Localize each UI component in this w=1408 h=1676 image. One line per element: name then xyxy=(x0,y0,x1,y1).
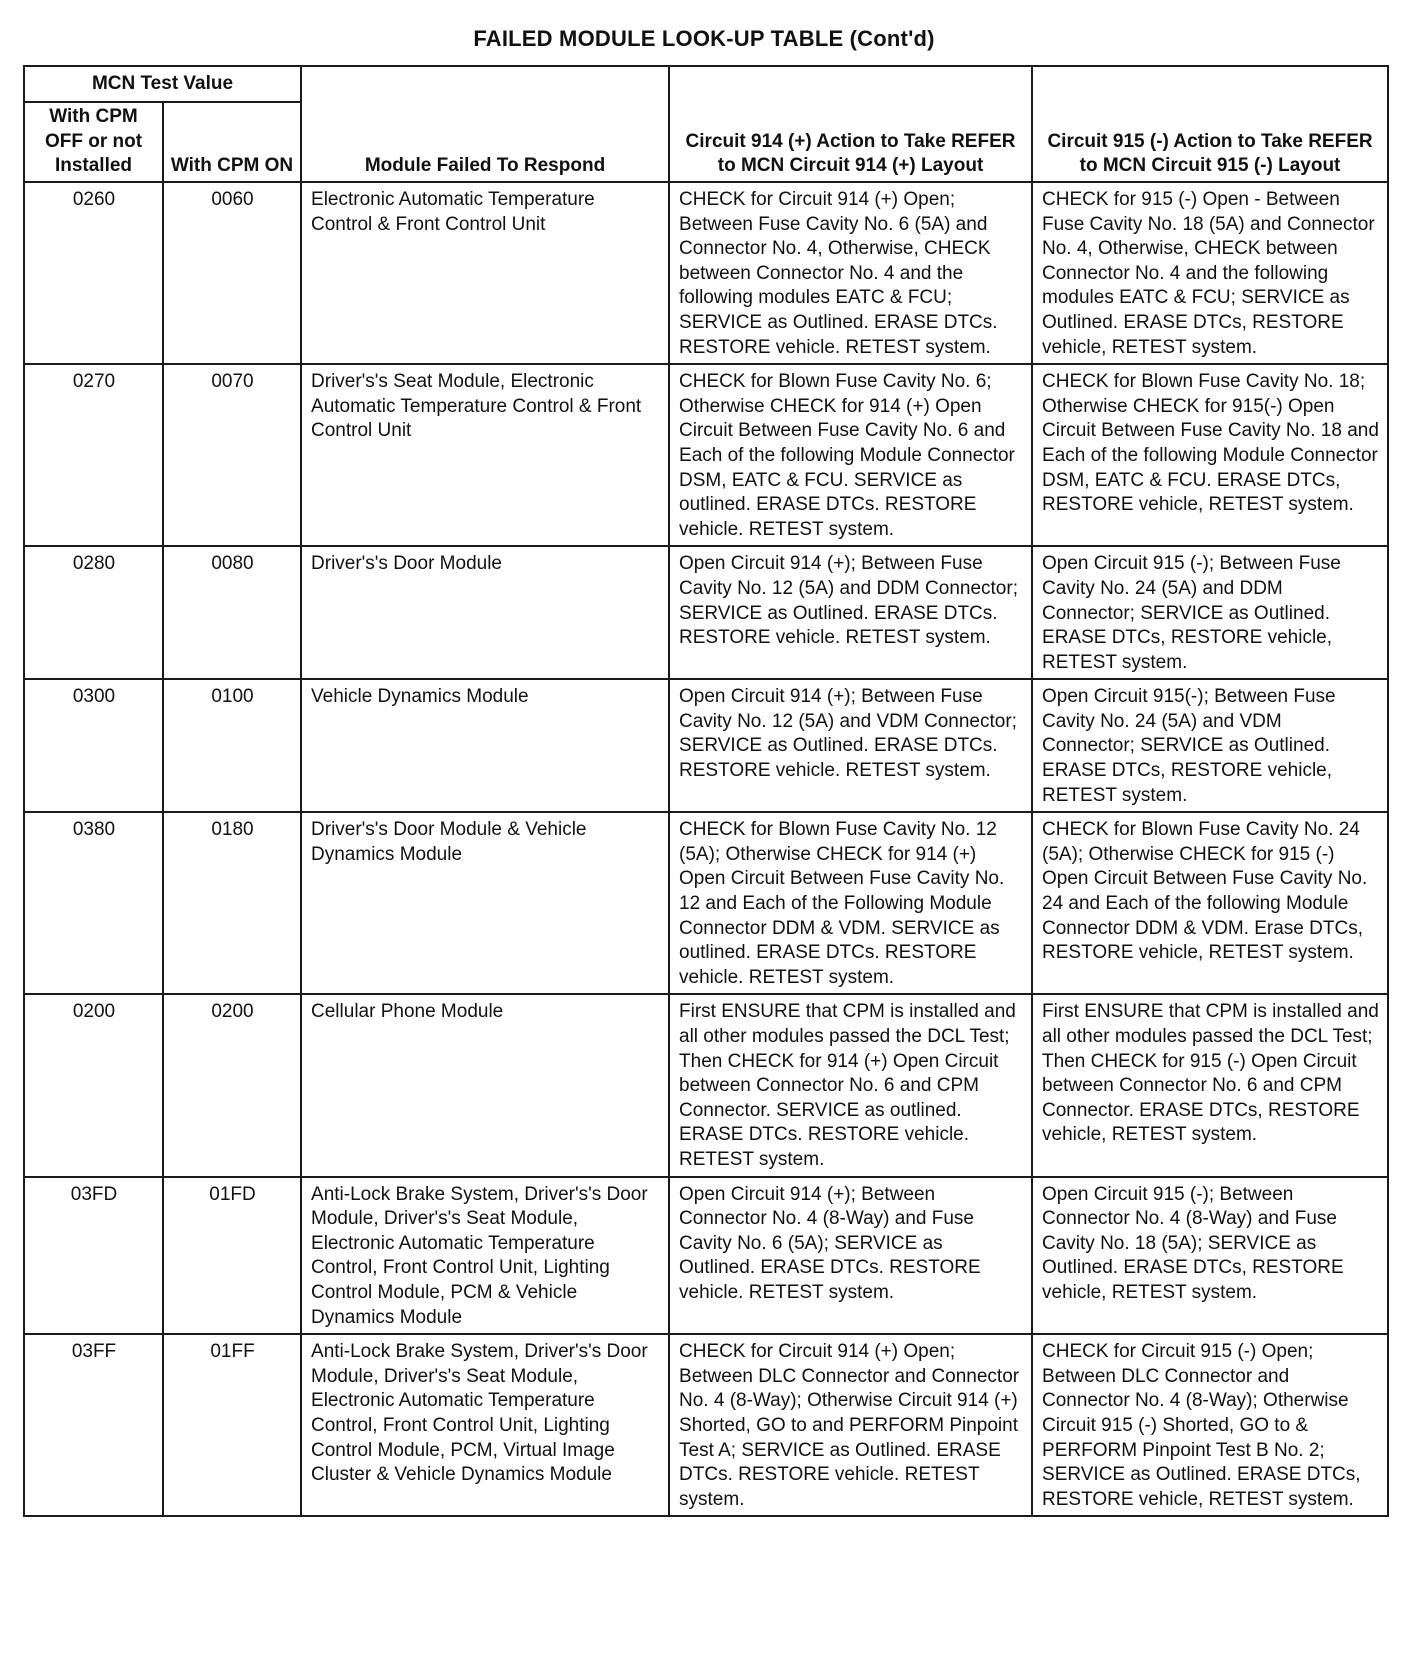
module-name: Anti-Lock Brake System, Driver's's Door Module, Driver's's Seat Module, Electronic Automatic Temperature Control, Front Control Unit, Lighting Control Module, PCM & Vehicle Dynamics Module xyxy=(301,1177,669,1335)
cpm-on-value: 0200 xyxy=(163,994,301,1176)
table-row xyxy=(24,546,1388,679)
circuit-914-action: CHECK for Circuit 914 (+) Open; Between DLC Connector and Connector No. 4 (8-Way); Otherwise Circuit 914 (+) Shorted, GO to and PERFORM Pinpoint Test A; SERVICE as Outlined. ERASE DTCs. RESTORE vehicle. RETEST system. xyxy=(669,1334,1032,1516)
cpm-on-value: 0080 xyxy=(163,546,301,679)
cpm-off-header: With CPM OFF or not Installed xyxy=(24,102,163,182)
circuit-915-action: CHECK for Circuit 915 (-) Open; Between DLC Connector and Connector No. 4 (8-Way); Otherwise Circuit 915 (-) Shorted, GO to & PERFORM Pinpoint Test B No. 2; SERVICE as Outlined. ERASE DTCs, RESTORE vehicle, RETEST system. xyxy=(1032,1334,1388,1516)
cpm-off-value: 03FF xyxy=(24,1334,163,1516)
cpm-off-value: 0300 xyxy=(24,679,163,812)
cpm-on-value: 0070 xyxy=(163,364,301,546)
circuit-915-header: Circuit 915 (-) Action to Take REFER to MCN Circuit 915 (-) Layout xyxy=(1032,66,1388,182)
mcn-test-value-header: MCN Test Value xyxy=(24,66,301,102)
cpm-off-value: 0270 xyxy=(24,364,163,546)
table-body xyxy=(24,182,1388,1516)
circuit-914-action: First ENSURE that CPM is installed and all other modules passed the DCL Test; Then CHECK for 914 (+) Open Circuit between Connector No. 6 and CPM Connector. SERVICE as outlined. ERASE DTCs. RESTORE vehicle. RETEST system. xyxy=(669,994,1032,1176)
cpm-on-value: 0060 xyxy=(163,182,301,364)
failed-module-lookup-table xyxy=(23,65,1389,1517)
table-row xyxy=(24,182,1388,364)
cpm-on-header: With CPM ON xyxy=(163,102,301,182)
circuit-914-header: Circuit 914 (+) Action to Take REFER to MCN Circuit 914 (+) Layout xyxy=(669,66,1032,182)
table-row xyxy=(24,679,1388,812)
circuit-914-action: CHECK for Circuit 914 (+) Open; Between Fuse Cavity No. 6 (5A) and Connector No. 4, Otherwise, CHECK between Connector No. 4 and the following modules EATC & FCU; SERVICE as Outlined. ERASE DTCs. RESTORE vehicle. RETEST system. xyxy=(669,182,1032,364)
circuit-915-action: Open Circuit 915 (-); Between Connector No. 4 (8-Way) and Fuse Cavity No. 18 (5A); SERVICE as Outlined. ERASE DTCs, RESTORE vehicle, RETEST system. xyxy=(1032,1177,1388,1335)
module-name: Vehicle Dynamics Module xyxy=(301,679,669,812)
cpm-off-value: 0280 xyxy=(24,546,163,679)
cpm-off-value: 0200 xyxy=(24,994,163,1176)
circuit-915-action: CHECK for Blown Fuse Cavity No. 18; Otherwise CHECK for 915(-) Open Circuit Between Fuse Cavity No. 18 and Each of the following Module Connector DSM, EATC & FCU. ERASE DTCs, RESTORE vehicle, RETEST system. xyxy=(1032,364,1388,546)
table-row xyxy=(24,364,1388,546)
circuit-914-action: CHECK for Blown Fuse Cavity No. 12 (5A); Otherwise CHECK for 914 (+) Open Circuit Between Fuse Cavity No. 12 and Each of the Following Module Connector DDM & VDM. SERVICE as outlined. ERASE DTCs. RESTORE vehicle. RETEST system. xyxy=(669,812,1032,994)
module-failed-header: Module Failed To Respond xyxy=(301,66,669,182)
module-name: Electronic Automatic Temperature Control & Front Control Unit xyxy=(301,182,669,364)
module-name: Driver's's Door Module xyxy=(301,546,669,679)
table-row xyxy=(24,812,1388,994)
cpm-on-value: 01FF xyxy=(163,1334,301,1516)
module-name: Driver's's Seat Module, Electronic Automatic Temperature Control & Front Control Unit xyxy=(301,364,669,546)
module-name: Cellular Phone Module xyxy=(301,994,669,1176)
circuit-914-action: Open Circuit 914 (+); Between Fuse Cavity No. 12 (5A) and DDM Connector; SERVICE as Outlined. ERASE DTCs. RESTORE vehicle. RETEST system. xyxy=(669,546,1032,679)
cpm-on-value: 0100 xyxy=(163,679,301,812)
module-name: Driver's's Door Module & Vehicle Dynamics Module xyxy=(301,812,669,994)
circuit-914-action: CHECK for Blown Fuse Cavity No. 6; Otherwise CHECK for 914 (+) Open Circuit Between Fuse Cavity No. 6 and Each of the following Module Connector DSM, EATC & FCU. SERVICE as outlined. ERASE DTCs. RESTORE vehicle. RETEST system. xyxy=(669,364,1032,546)
module-name: Anti-Lock Brake System, Driver's's Door Module, Driver's's Seat Module, Electronic Automatic Temperature Control, Front Control Unit, Lighting Control Module, PCM, Virtual Image Cluster & Vehicle Dynamics Module xyxy=(301,1334,669,1516)
table-row xyxy=(24,994,1388,1176)
circuit-914-action: Open Circuit 914 (+); Between Fuse Cavity No. 12 (5A) and VDM Connector; SERVICE as Outlined. ERASE DTCs. RESTORE vehicle. RETEST system. xyxy=(669,679,1032,812)
cpm-on-value: 01FD xyxy=(163,1177,301,1335)
cpm-off-value: 0260 xyxy=(24,182,163,364)
circuit-915-action: CHECK for 915 (-) Open - Between Fuse Cavity No. 18 (5A) and Connector No. 4, Otherwise, CHECK between Connector No. 4 and the following modules EATC & FCU; SERVICE as Outlined. ERASE DTCs, RESTORE vehicle, RETEST system. xyxy=(1032,182,1388,364)
table-header xyxy=(24,66,1388,182)
cpm-off-value: 0380 xyxy=(24,812,163,994)
circuit-915-action: CHECK for Blown Fuse Cavity No. 24 (5A); Otherwise CHECK for 915 (-) Open Circuit Between Fuse Cavity No. 24 and Each of the following Module Connector DDM & VDM. Erase DTCs, RESTORE vehicle, RETEST system. xyxy=(1032,812,1388,994)
page-title: FAILED MODULE LOOK-UP TABLE (Cont'd) xyxy=(473,26,935,51)
header-row-group xyxy=(24,66,1388,102)
circuit-915-action: First ENSURE that CPM is installed and all other modules passed the DCL Test; Then CHECK for 915 (-) Open Circuit between Connector No. 6 and CPM Connector. ERASE DTCs, RESTORE vehicle, RETEST system. xyxy=(1032,994,1388,1176)
circuit-915-action: Open Circuit 915(-); Between Fuse Cavity No. 24 (5A) and VDM Connector; SERVICE as Outlined. ERASE DTCs, RESTORE vehicle, RETEST system. xyxy=(1032,679,1388,812)
circuit-914-action: Open Circuit 914 (+); Between Connector No. 4 (8-Way) and Fuse Cavity No. 6 (5A); SERVICE as Outlined. ERASE DTCs. RESTORE vehicle. RETEST system. xyxy=(669,1177,1032,1335)
cpm-on-value: 0180 xyxy=(163,812,301,994)
table-row xyxy=(24,1177,1388,1335)
circuit-915-action: Open Circuit 915 (-); Between Fuse Cavity No. 24 (5A) and DDM Connector; SERVICE as Outlined. ERASE DTCs, RESTORE vehicle, RETEST system. xyxy=(1032,546,1388,679)
cpm-off-value: 03FD xyxy=(24,1177,163,1335)
table-row xyxy=(24,1334,1388,1516)
